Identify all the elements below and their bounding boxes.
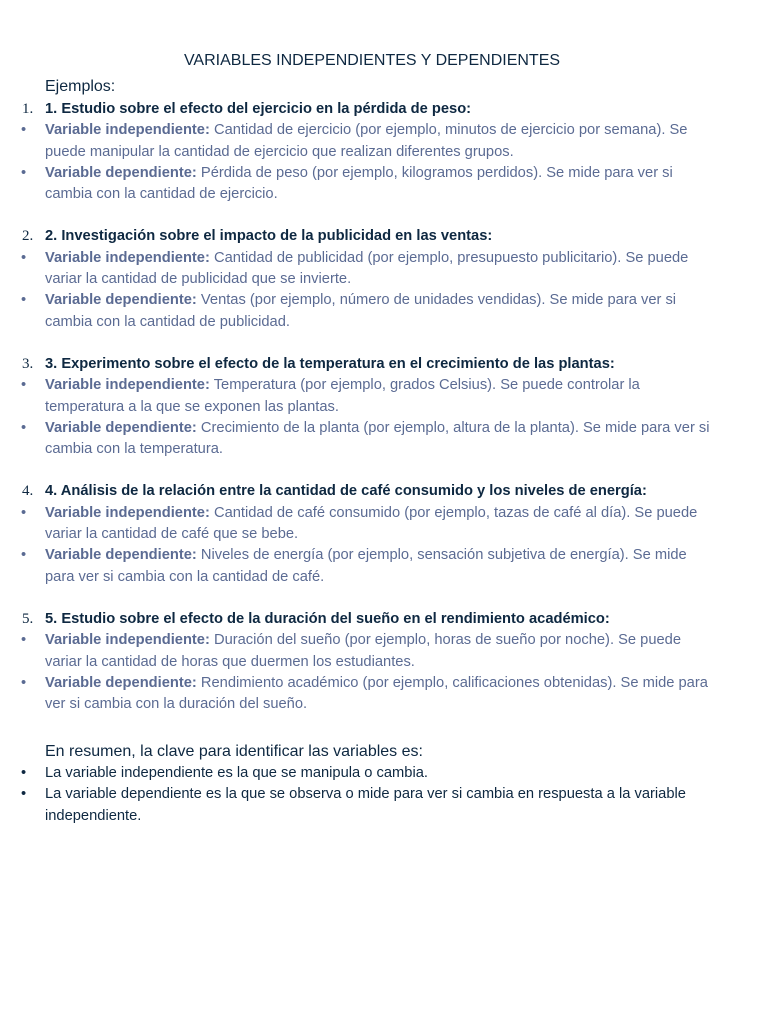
variable-label: Variable independiente:: [45, 122, 210, 139]
example-heading-text: 3. Experimento sobre el efecto de la temperatura en el crecimiento de las plantas:: [45, 355, 615, 372]
bullet-icon: •: [21, 377, 27, 394]
variable-label: Variable dependiente:: [45, 292, 197, 309]
example-heading: [0, 99, 768, 120]
bullet-icon: •: [21, 292, 27, 309]
example-item: [0, 354, 768, 460]
bullet-icon: •: [21, 674, 27, 691]
summary-list: [0, 763, 768, 827]
list-item: [0, 763, 768, 784]
variable-description: Duración del sueño (por ejemplo, horas de sueño por noche). Se puede variar la cantidad de horas que duermen los estudiantes.: [45, 632, 681, 670]
summary-text: La variable dependiente es la que se observa o mide para ver si cambia en respuesta a la variable independiente.: [45, 786, 686, 824]
variable-description: Cantidad de café consumido (por ejemplo, tazas de café al día). Se puede variar la cantidad de café que se bebe.: [45, 504, 698, 543]
example-heading-text: 5. Estudio sobre el efecto de la duración del sueño en el rendimiento académico:: [45, 610, 610, 627]
list-item: [0, 418, 768, 461]
list-item: [0, 163, 768, 206]
variable-description: Rendimiento académico (por ejemplo, calificaciones obtenidas). Se mide para ver si cambia con la duración del sueño.: [45, 674, 708, 713]
variable-description: Crecimiento de la planta (por ejemplo, altura de la planta). Se mide para ver si cambia con la temperatura.: [45, 419, 710, 458]
bullet-icon: •: [21, 632, 27, 649]
variable-label: Variable dependiente:: [45, 419, 197, 436]
example-heading: [0, 481, 768, 502]
list-item: [0, 120, 768, 163]
example-item: [0, 99, 768, 205]
example-number: 4.: [22, 483, 34, 500]
variable-label: Variable dependiente:: [45, 164, 197, 181]
variable-label: Variable independiente:: [45, 249, 210, 266]
bullet-icon: •: [21, 419, 27, 436]
example-number: 1.: [22, 101, 34, 117]
example-heading-text: 1. Estudio sobre el efecto del ejercicio en la pérdida de peso:: [45, 101, 472, 117]
bullet-icon: •: [21, 786, 27, 803]
example-item: [0, 609, 768, 715]
variable-label: Variable independiente:: [45, 632, 210, 649]
bullet-icon: •: [21, 547, 27, 564]
example-heading: [0, 226, 768, 247]
bullet-icon: •: [21, 249, 27, 266]
variable-description: Pérdida de peso (por ejemplo, kilogramos perdidos). Se mide para ver si cambia con la cantidad de ejercicio.: [45, 164, 673, 203]
example-heading-text: 2. Investigación sobre el impacto de la publicidad en las ventas:: [45, 228, 493, 245]
list-item: [0, 545, 768, 588]
summary-text: La variable independiente es la que se manipula o cambia.: [45, 765, 428, 781]
example-number: 3.: [22, 355, 34, 372]
example-item: [0, 481, 768, 587]
list-item: [0, 375, 768, 418]
bullet-icon: •: [21, 122, 27, 139]
document-title: VARIABLES INDEPENDIENTES Y DEPENDIENTES: [183, 52, 561, 69]
bullet-icon: •: [21, 504, 27, 521]
example-number: 2.: [22, 228, 34, 245]
list-item: [0, 630, 768, 673]
list-item: [0, 290, 768, 333]
variable-label: Variable dependiente:: [45, 547, 197, 564]
examples-label: Ejemplos:: [45, 78, 116, 95]
examples-list: [0, 99, 768, 736]
example-heading: [0, 354, 768, 375]
list-item: [0, 503, 768, 546]
variable-label: Variable dependiente:: [45, 674, 197, 691]
variable-description: Ventas (por ejemplo, número de unidades vendidas). Se mide para ver si cambia con la cantidad de publicidad.: [45, 292, 677, 330]
list-item: [0, 673, 768, 716]
bullet-icon: •: [21, 765, 27, 781]
variable-label: Variable independiente:: [45, 377, 210, 394]
example-heading-text: 4. Análisis de la relación entre la cantidad de café consumido y los niveles de energía:: [45, 483, 647, 500]
variable-description: Temperatura (por ejemplo, grados Celsius). Se puede controlar la temperatura a la que se exponen las plantas.: [45, 377, 640, 415]
example-number: 5.: [22, 610, 34, 627]
variable-label: Variable independiente:: [45, 504, 210, 521]
example-heading: [0, 609, 768, 630]
list-item: [0, 784, 768, 827]
variable-description: Cantidad de publicidad (por ejemplo, presupuesto publicitario). Se puede variar la cantidad de publicidad que se invierte.: [45, 249, 689, 288]
summary-intro: En resumen, la clave para identificar las variables es:: [45, 743, 423, 760]
bullet-icon: •: [21, 164, 27, 181]
example-item: [0, 226, 768, 332]
variable-description: Niveles de energía (por ejemplo, sensación subjetiva de energía). Se mide para ver si cambia con la cantidad de café.: [45, 547, 687, 585]
variable-description: Cantidad de ejercicio (por ejemplo, minutos de ejercicio por semana). Se puede manipular la cantidad de ejercicio que realizan diferentes grupos.: [45, 122, 688, 160]
list-item: [0, 248, 768, 291]
